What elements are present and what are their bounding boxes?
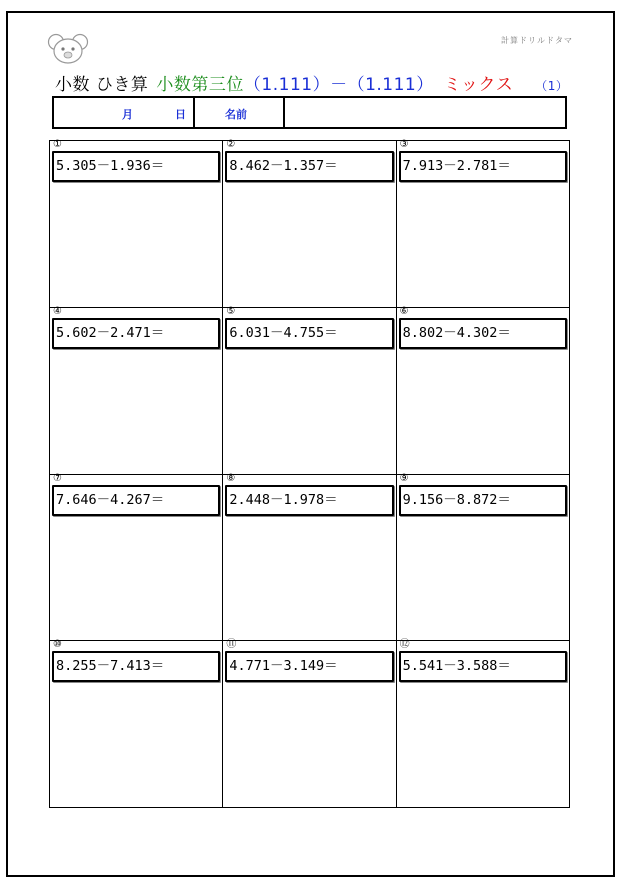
problem-cell[interactable]	[223, 472, 396, 642]
sheet-number: （1）	[535, 79, 569, 93]
problem-expression: 8.255－7.413＝	[52, 651, 220, 682]
problem-cell[interactable]	[397, 641, 570, 808]
name-label: 名前	[225, 108, 247, 121]
problem-cell[interactable]	[223, 641, 396, 808]
problem-number: ⑤	[226, 305, 236, 317]
name-date-bar	[52, 96, 567, 129]
name-field[interactable]	[285, 98, 565, 127]
problem-cell[interactable]	[50, 141, 223, 308]
problem-cell[interactable]	[50, 305, 223, 475]
problem-expression: 7.913－2.781＝	[399, 151, 567, 182]
title-subject: 小数 ひき算	[55, 75, 149, 95]
problem-cell[interactable]	[50, 641, 223, 808]
problem-number: ⑥	[399, 305, 409, 317]
problem-number: ②	[226, 139, 236, 150]
problem-expression: 5.305－1.936＝	[52, 151, 220, 182]
problem-cell[interactable]	[223, 305, 396, 475]
date-field[interactable]	[54, 98, 195, 127]
problem-expression: 2.448－1.978＝	[225, 485, 393, 516]
problem-number: ④	[53, 305, 62, 317]
problem-cell[interactable]	[50, 472, 223, 642]
mouse-logo-icon	[47, 33, 89, 65]
problem-number: ①	[53, 139, 62, 150]
worksheet-title	[55, 70, 568, 95]
problem-number: ⑫	[399, 639, 410, 651]
problem-number: ⑨	[399, 472, 409, 484]
problem-expression: 8.802－4.302＝	[399, 318, 567, 349]
day-label: 日	[175, 108, 186, 121]
title-pattern: （1.111）－（1.111）	[243, 75, 434, 95]
title-mix: ミックス	[443, 75, 514, 95]
problem-expression: 4.771－3.149＝	[225, 651, 393, 682]
problem-cell[interactable]	[397, 141, 570, 308]
problem-expression: 6.031－4.755＝	[225, 318, 393, 349]
problem-expression: 8.462－1.357＝	[225, 151, 393, 182]
problem-cell[interactable]	[397, 305, 570, 475]
problem-number: ③	[399, 139, 409, 150]
name-label-cell	[195, 98, 285, 127]
month-label: 月	[122, 108, 133, 121]
problem-number: ⑪	[226, 639, 237, 651]
problem-expression: 5.602－2.471＝	[52, 318, 220, 349]
problem-grid	[49, 140, 570, 808]
title-level: 小数第三位	[156, 75, 244, 95]
problem-expression: 9.156－8.872＝	[399, 485, 567, 516]
problem-number: ⑩	[53, 639, 62, 651]
site-name: 計算ドリルドタマ	[501, 36, 573, 45]
problem-cell[interactable]	[223, 141, 396, 308]
problem-number: ⑦	[53, 472, 62, 484]
problem-expression: 5.541－3.588＝	[399, 651, 567, 682]
problem-number: ⑧	[226, 472, 236, 484]
problem-expression: 7.646－4.267＝	[52, 485, 220, 516]
problem-cell[interactable]	[397, 472, 570, 642]
